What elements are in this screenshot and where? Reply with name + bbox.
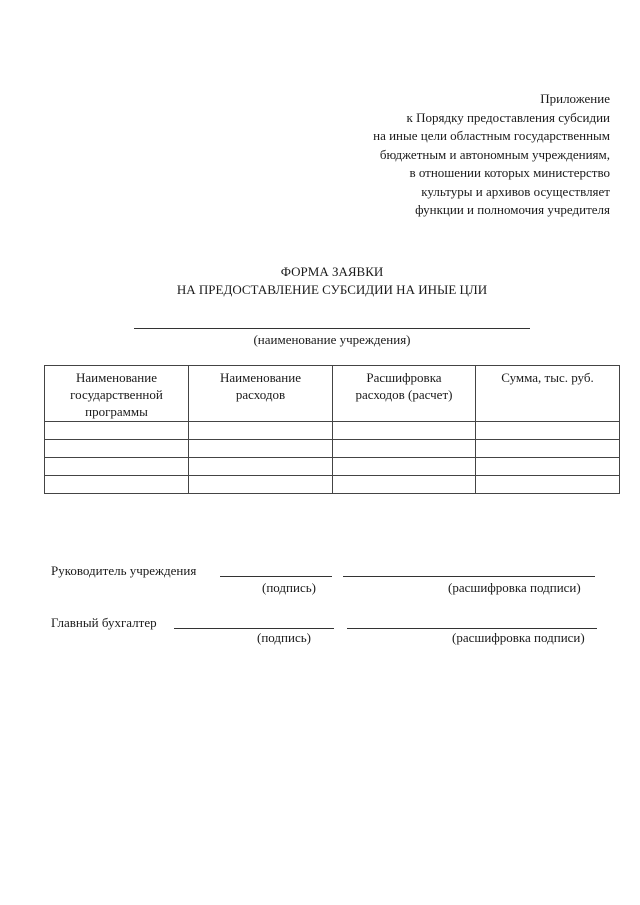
- table-cell[interactable]: [189, 422, 333, 440]
- institution-name-line[interactable]: [134, 328, 530, 329]
- head-decoding-line[interactable]: [343, 562, 595, 577]
- head-signature-line[interactable]: [220, 562, 332, 577]
- table-row: [45, 458, 620, 476]
- table-cell[interactable]: [189, 440, 333, 458]
- table-cell[interactable]: [189, 476, 333, 494]
- table-cell[interactable]: [476, 422, 620, 440]
- expenses-table: [44, 365, 620, 494]
- table-row: [45, 422, 620, 440]
- appendix-header: [310, 90, 610, 220]
- accountant-decoding-line[interactable]: [347, 614, 597, 629]
- table-cell[interactable]: [333, 458, 476, 476]
- table-cell[interactable]: [45, 476, 189, 494]
- appendix-line: к Порядку предоставления субсидии: [406, 109, 610, 125]
- table-cell[interactable]: [476, 440, 620, 458]
- header-expenses: Наименование расходов: [189, 366, 333, 422]
- form-title: [0, 263, 640, 299]
- accountant-label: Главный бухгалтер: [51, 615, 157, 630]
- accountant-signature-caption: (подпись): [257, 630, 311, 645]
- header-breakdown: Расшифровка расходов (расчет): [333, 366, 476, 422]
- appendix-line: Приложение: [540, 91, 610, 106]
- accountant-decoding-caption: (расшифровка подписи): [452, 630, 585, 645]
- appendix-line: бюджетным и автономным учреждениям,: [379, 146, 610, 162]
- form-title-line2: НА ПРЕДОСТАВЛЕНИЕ СУБСИДИИ НА ИНЫЕ ЦЛИ: [176, 282, 488, 297]
- table-cell[interactable]: [333, 440, 476, 458]
- head-decoding-caption: (расшифровка подписи): [448, 580, 581, 595]
- appendix-line: функции и полномочия учредителя: [415, 202, 610, 217]
- accountant-signature-line[interactable]: [174, 614, 334, 629]
- institution-name-caption: (наименование учреждения): [253, 332, 411, 347]
- table-header-row: [45, 366, 620, 422]
- form-title-line1: ФОРМА ЗАЯВКИ: [280, 264, 384, 279]
- table-cell[interactable]: [45, 458, 189, 476]
- header-program: Наименование государственной программы: [45, 366, 189, 422]
- table-cell[interactable]: [45, 440, 189, 458]
- header-amount: Сумма, тыс. руб.: [476, 366, 620, 422]
- appendix-line: на иные цели областным государственным: [373, 128, 610, 143]
- head-signature-caption: (подпись): [262, 580, 316, 595]
- table-cell[interactable]: [333, 422, 476, 440]
- table-cell[interactable]: [189, 458, 333, 476]
- table-cell[interactable]: [333, 476, 476, 494]
- table-row: [45, 440, 620, 458]
- table-row: [45, 476, 620, 494]
- appendix-line: культуры и архивов осуществляет: [421, 183, 610, 199]
- table-cell[interactable]: [476, 458, 620, 476]
- table-cell[interactable]: [45, 422, 189, 440]
- table-cell[interactable]: [476, 476, 620, 494]
- appendix-line: в отношении которых министерство: [409, 165, 610, 180]
- head-label: Руководитель учреждения: [51, 563, 197, 578]
